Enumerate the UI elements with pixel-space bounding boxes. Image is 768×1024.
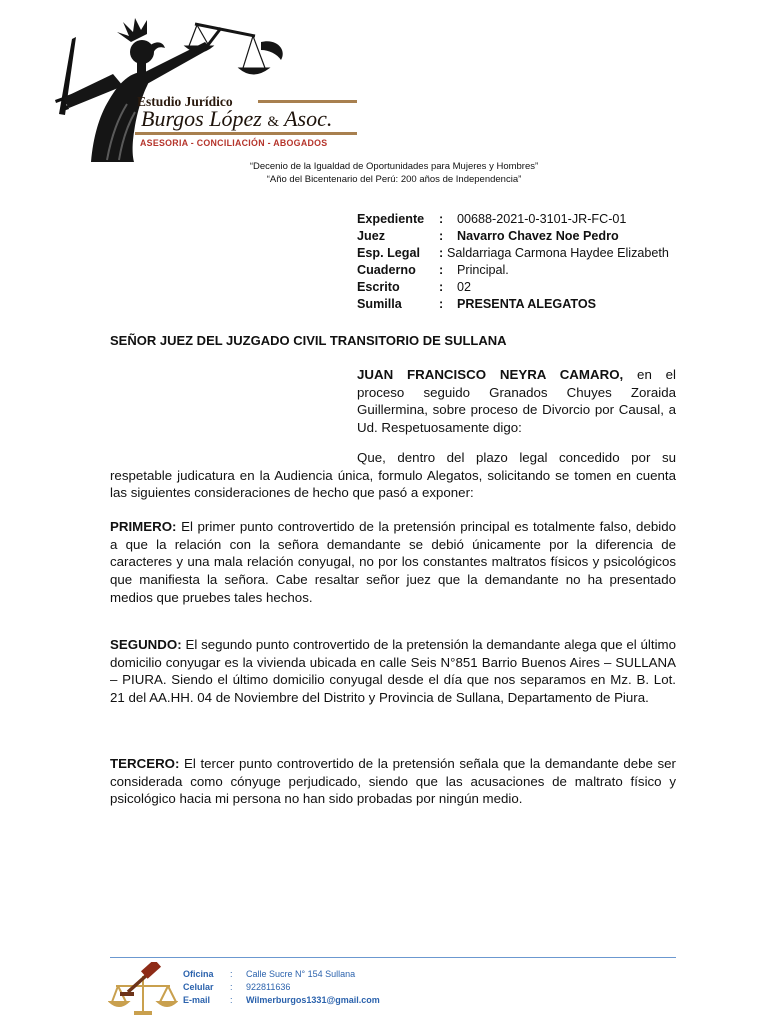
case-info-separator: : — [439, 212, 444, 226]
decree-line-2: “Año del Bicentenario del Perú: 200 años de Independencia” — [266, 174, 522, 185]
case-info-label: Expediente — [357, 212, 425, 226]
case-info-row-escrito — [357, 279, 687, 296]
case-info-row-juez — [357, 228, 687, 245]
firm-label: Estudio Jurídico — [137, 94, 233, 109]
case-info-label: Esp. Legal — [357, 246, 420, 260]
case-info-value: Saldarriaga Carmona Haydee Elizabeth — [447, 246, 669, 260]
case-info-label: Escrito — [357, 280, 400, 294]
case-info-value: PRESENTA ALEGATOS — [457, 297, 597, 311]
point-text: El primer punto controvertido de la pretensión principal es totalmente falso, debido a que la relación con la señora demandante se debió únicamente por la diferencia de caracteres y una mala relación conyugal, no por los constantes maltratos físicos y psicológicos que manifiesta la señora. Cabe resaltar señor juez que la demandante no ha presentado medios que pruebes tales hechos. — [110, 519, 676, 605]
gavel-scales-logo — [108, 962, 178, 1018]
point-heading: SEGUNDO: — [110, 637, 182, 652]
gavel-icon — [120, 962, 161, 996]
case-info-label: Sumilla — [357, 297, 402, 311]
case-info-separator: : — [439, 297, 444, 311]
footer-row-celular — [183, 981, 380, 994]
footer-separator: : — [230, 995, 233, 1005]
footer-label: Oficina — [183, 969, 214, 979]
point-tercero — [110, 755, 676, 808]
case-info-block — [357, 211, 687, 313]
intro-paragraph — [357, 366, 676, 437]
footer-separator: : — [230, 969, 233, 979]
decree-line-1: “Decenio de la Igualdad de Oportunidades para Mujeres y Hombres” — [249, 161, 539, 172]
case-info-separator: : — [439, 280, 444, 294]
case-info-separator: : — [439, 246, 444, 260]
case-info-separator: : — [439, 263, 444, 277]
point-segundo — [110, 636, 676, 707]
point-text: El tercer punto controvertido de la pretensión señala que la demandante debe ser considerada como cónyuge perjudicado, siendo que las acusaciones de maltrato físico y psicológico hacia mi persona no han sido probadas por ningún medio. — [110, 756, 676, 807]
footer-value: Calle Sucre N° 154 Sullana — [246, 969, 356, 979]
case-info-value: Navarro Chavez Noe Pedro — [457, 229, 619, 243]
petitioner-name: JUAN FRANCISCO NEYRA CAMARO, — [357, 367, 624, 382]
footer-divider — [110, 957, 676, 958]
firm-name-suffix: Asoc. — [284, 106, 333, 131]
footer-email: Wilmerburgos1331@gmail.com — [246, 995, 380, 1005]
logo-rule-top — [258, 100, 357, 103]
opening-paragraph: Que, dentro del plazo legal concedido por su respetable judicatura en la Audiencia única, formulo Alegatos, solicitando se tomen en cuenta las siguientes consideraciones de hecho que pasó a exponer: — [110, 450, 676, 501]
logo-rule-bottom — [135, 132, 357, 135]
case-info-label: Juez — [357, 229, 385, 243]
intro-text: en el proceso seguido Granados Chuyes Zoraida Guillermina, sobre proceso de Divorcio por Causal, a Ud. Respetuosamente digo: — [357, 367, 676, 436]
decree-header — [160, 160, 628, 186]
footer-separator: : — [230, 982, 233, 992]
case-info-value: Principal. — [457, 263, 509, 277]
case-info-row-expediente — [357, 211, 687, 228]
case-info-row-cuaderno — [357, 262, 687, 279]
footer-value: 922811636 — [246, 982, 291, 992]
firm-name-ampersand: & — [267, 114, 279, 130]
case-info-separator: : — [439, 229, 444, 243]
scales-icon — [185, 24, 283, 74]
case-info-row-sumilla — [357, 296, 687, 313]
scales-icon — [110, 976, 176, 1015]
footer-label: Celular — [183, 982, 214, 992]
case-info-row-esp-legal — [357, 245, 687, 262]
case-info-value: 02 — [457, 280, 472, 294]
point-primero — [110, 518, 676, 607]
point-heading: TERCERO: — [110, 756, 180, 771]
firm-services: ASESORIA - CONCILIACIÓN - ABOGADOS — [140, 138, 328, 148]
footer-contact — [183, 968, 380, 1007]
point-text: El segundo punto controvertido de la pretensión la demandante alega que el último domicilio conyugar es la vivienda ubicada en calle Seis N°851 Barrio Buenos Aires – SULLANA – PIURA. Siendo el último domicilio conyugal desde el día que nos separamos en Mz. B. Lot. 21 del AA.HH. 04 de Noviembre del Distrito y Provincia de Sullana, Departamento de Piura. — [110, 637, 676, 706]
footer-row-oficina — [183, 968, 380, 981]
case-info-value: 00688-2021-0-3101-JR-FC-01 — [457, 212, 627, 226]
case-info-label: Cuaderno — [357, 263, 416, 277]
salutation: SEÑOR JUEZ DEL JUZGADO CIVIL TRANSITORIO DE SULLANA — [110, 333, 507, 348]
firm-name — [141, 106, 332, 135]
point-heading: PRIMERO: — [110, 519, 177, 534]
firm-name-main: Burgos López — [141, 106, 262, 131]
footer-row-email — [183, 994, 380, 1007]
footer-label: E-mail — [183, 995, 211, 1005]
